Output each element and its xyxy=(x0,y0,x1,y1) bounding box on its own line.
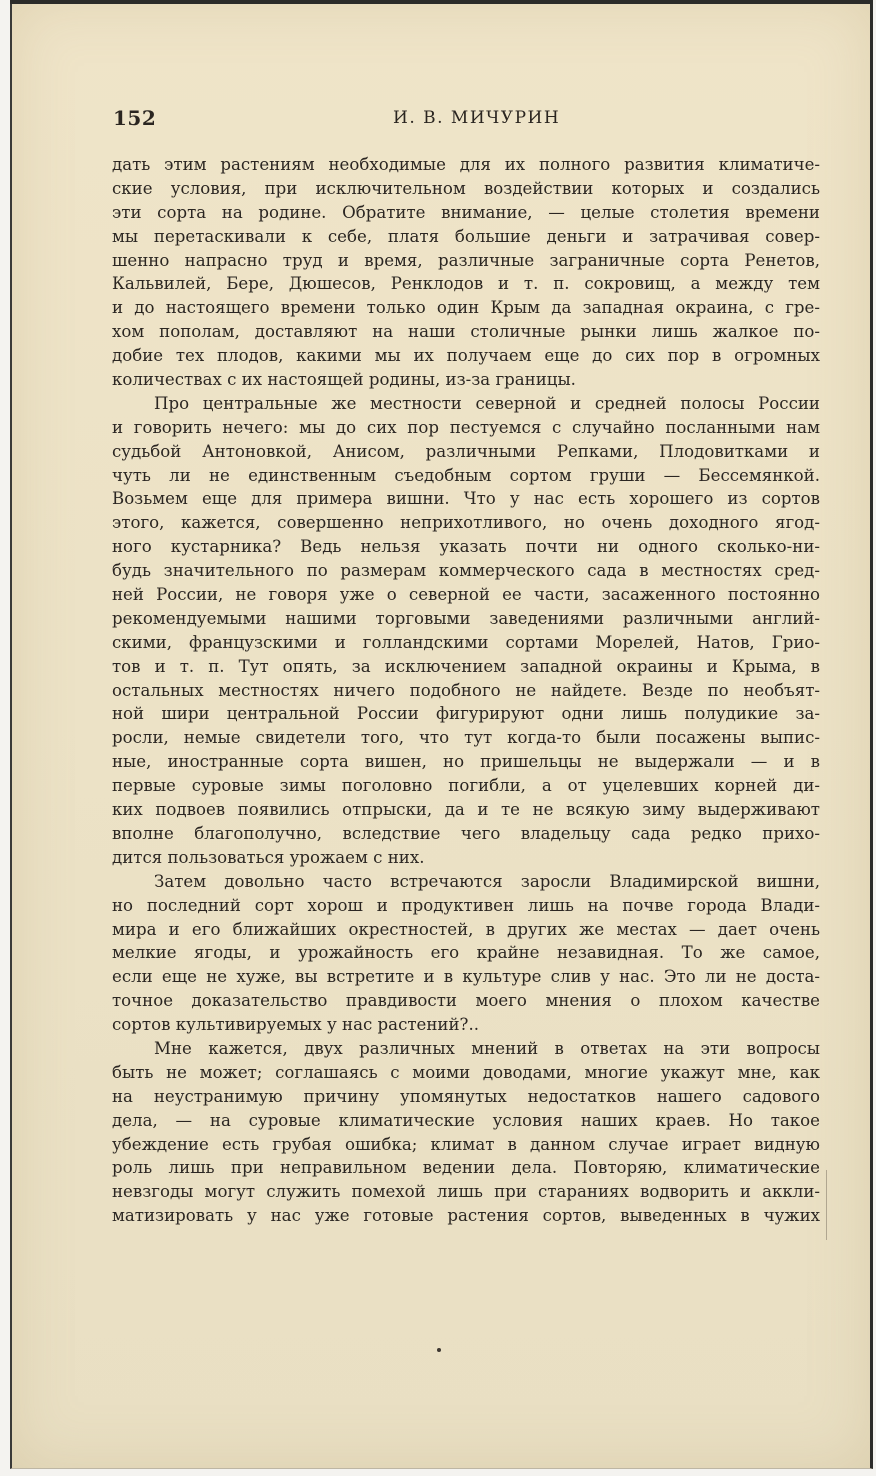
text-line: мира и его ближайших окрестностей, в других же местах — дает очень xyxy=(112,919,820,939)
text-line: эти сорта на родине. Обратите внимание, — целые столетия времени xyxy=(112,202,820,222)
text-line: количествах с их настоящей родины, из-за границы. xyxy=(112,370,576,390)
text-line: ней России, не говоря уже о северной ее части, засаженного постоянно xyxy=(112,585,820,605)
page-number: 152 xyxy=(113,106,157,130)
text-line: вполне благополучно, вследствие чего владельцу сада редко прихо- xyxy=(112,823,820,843)
text-line: хом пополам, доставляют на наши столичные рынки лишь жалкое по- xyxy=(112,322,820,342)
text-line: мы перетаскивали к себе, платя большие деньги и затрачивая совер- xyxy=(112,226,820,246)
text-line: судьбой Антоновкой, Анисом, различными Репками, Плодовитками и xyxy=(112,441,820,461)
text-line: дела, — на суровые климатические условия наших краев. Но такое xyxy=(112,1110,820,1130)
margin-pencil-mark xyxy=(826,1170,827,1240)
text-line: Про центральные же местности северной и средней полосы России xyxy=(154,393,820,413)
text-line: невзгоды могут служить помехой лишь при стараниях водворить и аккли- xyxy=(112,1182,820,1202)
text-line: на неустранимую причину упомянутых недостатков нашего садового xyxy=(112,1086,820,1106)
text-line: убеждение есть грубая ошибка; климат в данном случае играет видную xyxy=(112,1134,820,1154)
text-line: дится пользоваться урожаем с них. xyxy=(112,847,425,867)
running-head xyxy=(113,106,823,136)
text-line: росли, немые свидетели того, что тут когда-то были посажены выпис- xyxy=(112,728,820,748)
text-line: точное доказательство правдивости моего мнения о плохом качестве xyxy=(112,991,820,1011)
text-line: Мне кажется, двух различных мнений в ответах на эти вопросы xyxy=(154,1038,820,1058)
text-line: первые суровые зимы поголовно погибли, а от уцелевших корней ди- xyxy=(112,776,820,796)
text-line: мелкие ягоды, и урожайность его крайне незавидная. То же самое, xyxy=(112,943,820,963)
text-line: но последний сорт хорош и продуктивен лишь на почве города Влади- xyxy=(112,895,820,915)
text-line: Возьмем еще для примера вишни. Что у нас есть хорошего из сортов xyxy=(112,489,820,509)
text-line: ские условия, при исключительном воздействии которых и создались xyxy=(112,178,820,198)
text-line: и до настоящего времени только один Крым да западная окраина, с гре- xyxy=(112,298,820,318)
text-line: быть не может; соглашаясь с моими доводами, многие укажут мне, как xyxy=(112,1062,820,1082)
text-line: добие тех плодов, какими мы их получаем еще до сих пор в огромных xyxy=(112,346,820,366)
text-line: скими, французскими и голландскими сортами Морелей, Натов, Грио- xyxy=(112,632,820,652)
text-line: если еще не хуже, вы встретите и в культуре слив у нас. Это ли не доста- xyxy=(112,967,820,987)
ink-dot xyxy=(437,1348,441,1352)
text-line: рекомендуемыми нашими торговыми заведениями различными англий- xyxy=(112,608,820,628)
page-top-edge xyxy=(10,0,871,4)
text-line: ного кустарника? Ведь нельзя указать почти ни одного сколько-ни- xyxy=(112,537,820,557)
text-line: дать этим растениям необходимые для их полного развития климатиче- xyxy=(112,155,820,174)
text-line: ной шири центральной России фигурируют одни лишь полудикие за- xyxy=(112,704,820,724)
text-line: и говорить нечего: мы до сих пор пестуемся с случайно посланными нам xyxy=(112,417,820,437)
text-line: остальных местностях ничего подобного не найдете. Везде по необъят- xyxy=(112,680,820,700)
running-title: И. В. МИЧУРИН xyxy=(393,108,561,128)
text-line: ких подвоев появились отпрыски, да и те не всякую зиму выдерживают xyxy=(112,800,820,820)
text-line: ные, иностранные сорта вишен, но пришельцы не выдержали — и в xyxy=(112,752,820,772)
text-line: Кальвилей, Бере, Дюшесов, Ренклодов и т. п. сокровищ, а между тем xyxy=(112,274,820,294)
text-line: Затем довольно часто встречаются заросли Владимирской вишни, xyxy=(154,871,820,891)
text-line: этого, кажется, совершенно неприхотливого, но очень доходного ягод- xyxy=(112,513,820,533)
text-line: чуть ли не единственным съедобным сортом груши — Бессемянкой. xyxy=(112,465,820,485)
text-line: матизировать у нас уже готовые растения сортов, выведенных в чужих xyxy=(112,1206,820,1226)
text-line: будь значительного по размерам коммерческого сада в местностях сред- xyxy=(112,561,820,581)
text-line: роль лишь при неправильном ведении дела. Повторяю, климатические xyxy=(112,1158,820,1178)
text-line: тов и т. п. Тут опять, за исключением западной окраины и Крыма, в xyxy=(112,656,820,676)
text-line: сортов культивируемых у нас растений?.. xyxy=(112,1015,479,1035)
body-text xyxy=(112,153,820,1228)
text-line: шенно напрасно труд и время, различные заграничные сорта Ренетов, xyxy=(112,250,820,270)
